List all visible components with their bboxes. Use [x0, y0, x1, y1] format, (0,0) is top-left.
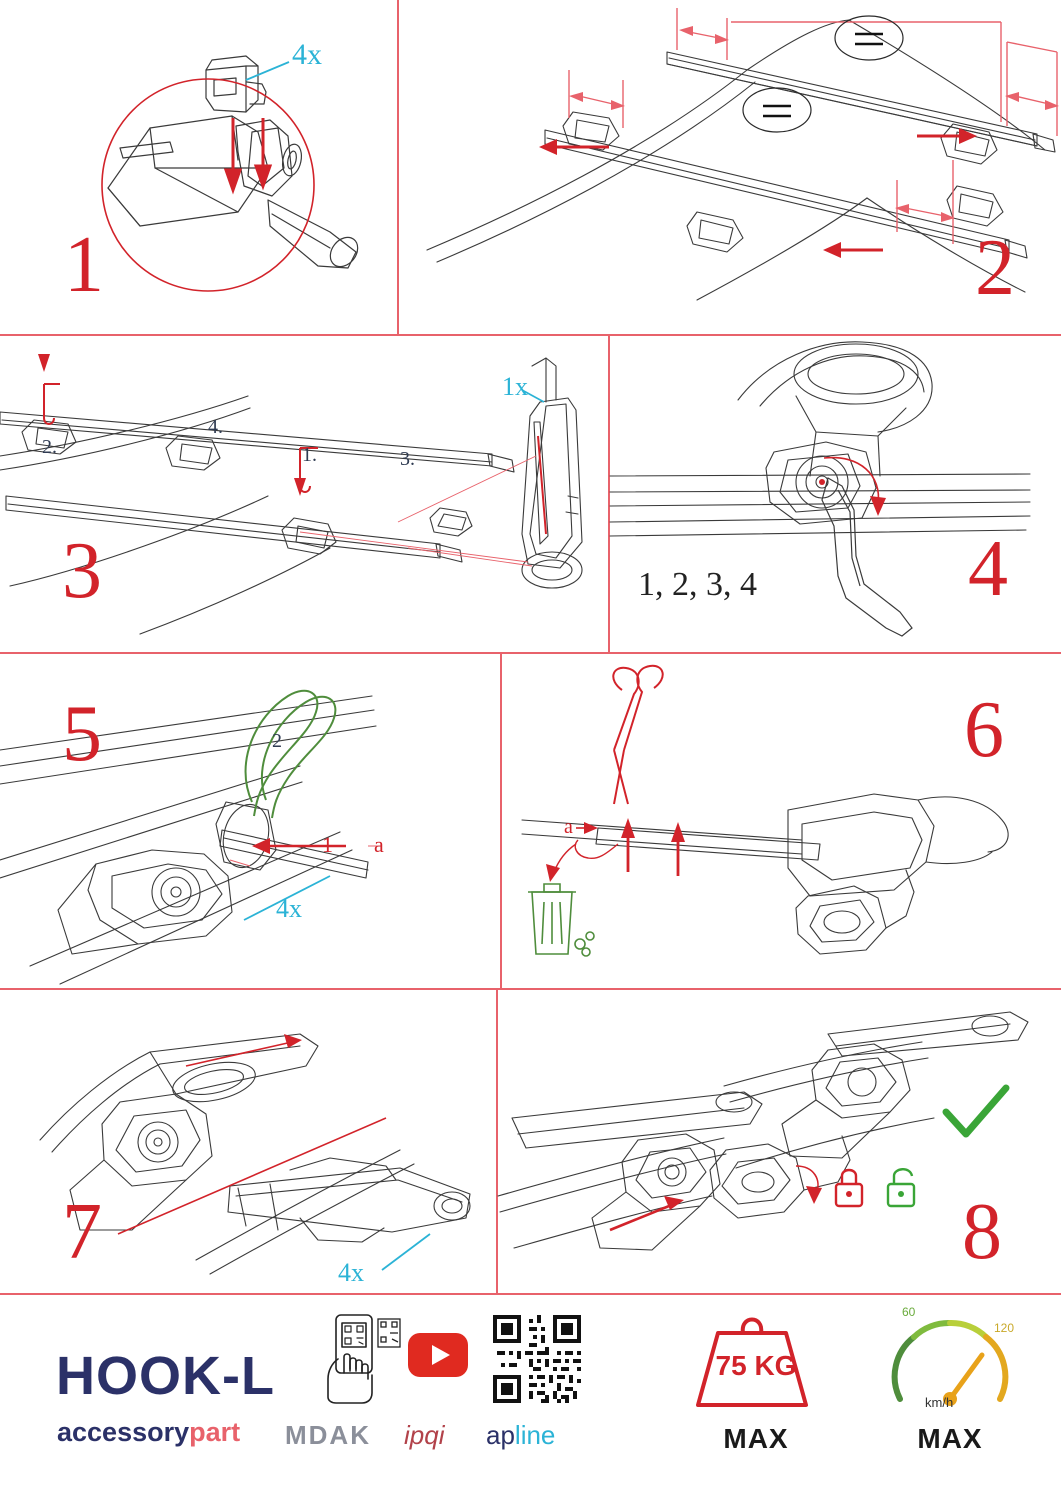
step-5-label-1: 1 — [322, 832, 333, 857]
sub-brand-apline-line: line — [514, 1420, 556, 1450]
step-1-illustration — [0, 0, 397, 334]
max-speed-caption: MAX — [917, 1423, 983, 1454]
step-7-number: 7 — [62, 1188, 102, 1276]
step-5-label-a: a — [374, 832, 384, 857]
step-6-label-a: a — [564, 816, 573, 838]
step-5-label-2: 2 — [272, 730, 282, 752]
tagline-accessory: accessory — [57, 1417, 190, 1447]
step-5-panel — [0, 654, 500, 988]
max-load-value: 75 KG — [715, 1350, 797, 1381]
step-3-panel — [0, 336, 608, 652]
step-8-panel — [498, 990, 1061, 1293]
sub-brand-apline-ap: ap — [486, 1420, 515, 1450]
step-4-sequence — [638, 566, 757, 604]
step-7-qty-label: 4x — [338, 1258, 364, 1287]
sub-brand-apline — [486, 1420, 555, 1451]
tagline-part: part — [189, 1417, 241, 1447]
max-load-caption: MAX — [723, 1423, 789, 1454]
step-1-panel — [0, 0, 397, 334]
product-name: HOOK-L — [56, 1346, 275, 1406]
step-4-number: 4 — [968, 525, 1008, 613]
qr-code[interactable] — [493, 1315, 581, 1403]
step-3-label-2: 2. — [42, 436, 57, 458]
step-2-number: 2 — [975, 224, 1015, 312]
step-4-panel — [610, 336, 1061, 652]
step-4-sequence-text: 1, 2, 3, 4 — [638, 566, 757, 603]
speed-tick-60: 60 — [902, 1305, 916, 1319]
step-3-label-3: 3. — [400, 448, 415, 470]
sub-brand-ipqi: ipqi — [404, 1420, 445, 1450]
step-6-number: 6 — [964, 686, 1004, 774]
speed-unit: km/h — [925, 1395, 954, 1410]
step-3-label-1: 1. — [302, 444, 317, 466]
step-8-number: 8 — [962, 1188, 1002, 1276]
step-5-qty-label: 4x — [276, 894, 302, 923]
speed-tick-120: 120 — [994, 1321, 1015, 1335]
step-2-panel — [397, 0, 1061, 334]
youtube-icon[interactable] — [408, 1333, 468, 1377]
step-3-qty-label: 1x — [502, 372, 528, 401]
step-3-number: 3 — [62, 527, 102, 615]
sub-brand-mdak: MDAK — [285, 1420, 371, 1450]
step-6-panel — [502, 654, 1061, 988]
step-1-qty-label: 4x — [292, 38, 322, 71]
footer — [0, 1295, 1061, 1500]
step-2-illustration — [397, 0, 1061, 334]
step-3-label-4: 4. — [208, 416, 223, 438]
step-1-number: 1 — [64, 221, 104, 309]
step-5-number: 5 — [62, 690, 102, 778]
brand-tagline — [57, 1417, 240, 1448]
step-7-panel — [0, 990, 496, 1293]
qr-scan-hand-icon — [318, 1313, 404, 1405]
